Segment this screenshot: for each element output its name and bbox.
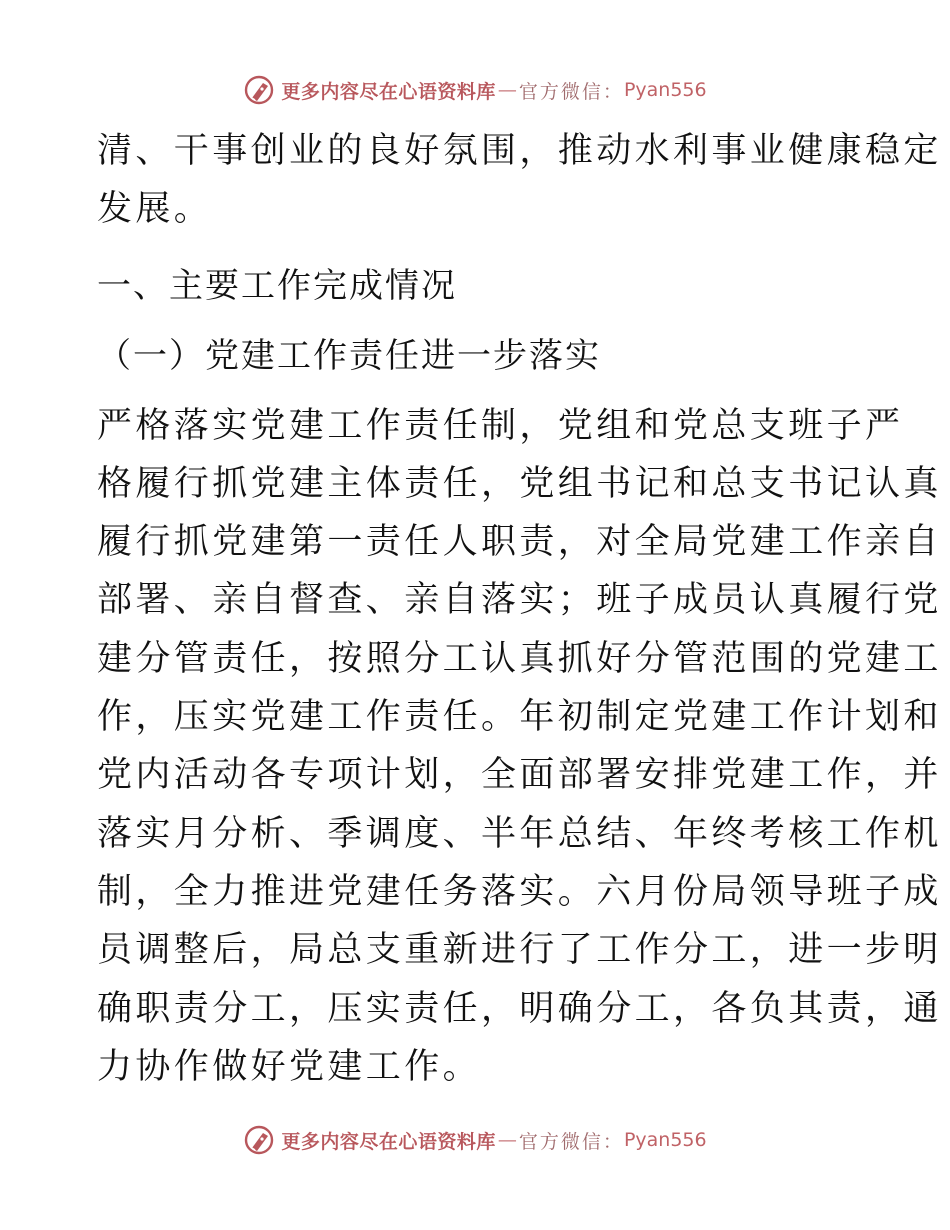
pen-nib-logo-icon	[243, 74, 275, 106]
subsection-heading: （一）党建工作责任进一步落实	[97, 335, 601, 376]
header-watermark	[0, 73, 950, 107]
paragraph-line: 履行抓党建第一责任人职责，对全局党建工作亲自	[97, 522, 942, 563]
paragraph-line: 力协作做好党建工作。	[97, 1046, 482, 1087]
continuation-line: 清、干事创业的良好氛围，推动水利事业健康稳定	[97, 131, 942, 171]
watermark-site-text: 更多内容尽在心语资料库	[281, 1130, 496, 1153]
document-body	[97, 122, 942, 1096]
pen-nib-logo-icon	[243, 1124, 275, 1156]
watermark-official-label: 官方微信：	[518, 1130, 624, 1153]
paragraph	[97, 397, 942, 1097]
paragraph-line: 严格落实党建工作责任制，党组和党总支班子严	[97, 405, 904, 446]
watermark-wechat-id: Pyan556	[623, 1129, 707, 1151]
paragraph-line: 制，全力推进党建任务落实。六月份局领导班子成	[97, 871, 942, 912]
paragraph-line: 格履行抓党建主体责任，党组书记和总支书记认真	[97, 463, 942, 504]
watermark-official-label: 官方微信：	[518, 80, 624, 103]
paragraph-line: 确职责分工，压实责任，明确分工，各负其责，通	[97, 988, 942, 1029]
paragraph-line: 党内活动各专项计划，全面部署安排党建工作，并	[97, 755, 942, 796]
watermark-site-text: 更多内容尽在心语资料库	[281, 80, 496, 103]
paragraph-line: 建分管责任，按照分工认真抓好分管范围的党建工	[97, 638, 942, 679]
paragraph-line: 部署、亲自督查、亲自落实；班子成员认真履行党	[97, 580, 942, 621]
watermark-separator: —	[497, 79, 517, 101]
continuation-line: 发展。	[97, 189, 213, 230]
section-heading: 一、主要工作完成情况	[97, 265, 457, 306]
footer-watermark	[0, 1123, 950, 1157]
watermark-separator: —	[497, 1129, 517, 1151]
paragraph-line: 作，压实党建工作责任。年初制定党建工作计划和	[97, 697, 942, 738]
paragraph-line: 落实月分析、季调度、半年总结、年终考核工作机	[97, 813, 942, 854]
watermark-wechat-id: Pyan556	[623, 79, 707, 101]
paragraph-line: 员调整后，局总支重新进行了工作分工，进一步明	[97, 930, 942, 971]
